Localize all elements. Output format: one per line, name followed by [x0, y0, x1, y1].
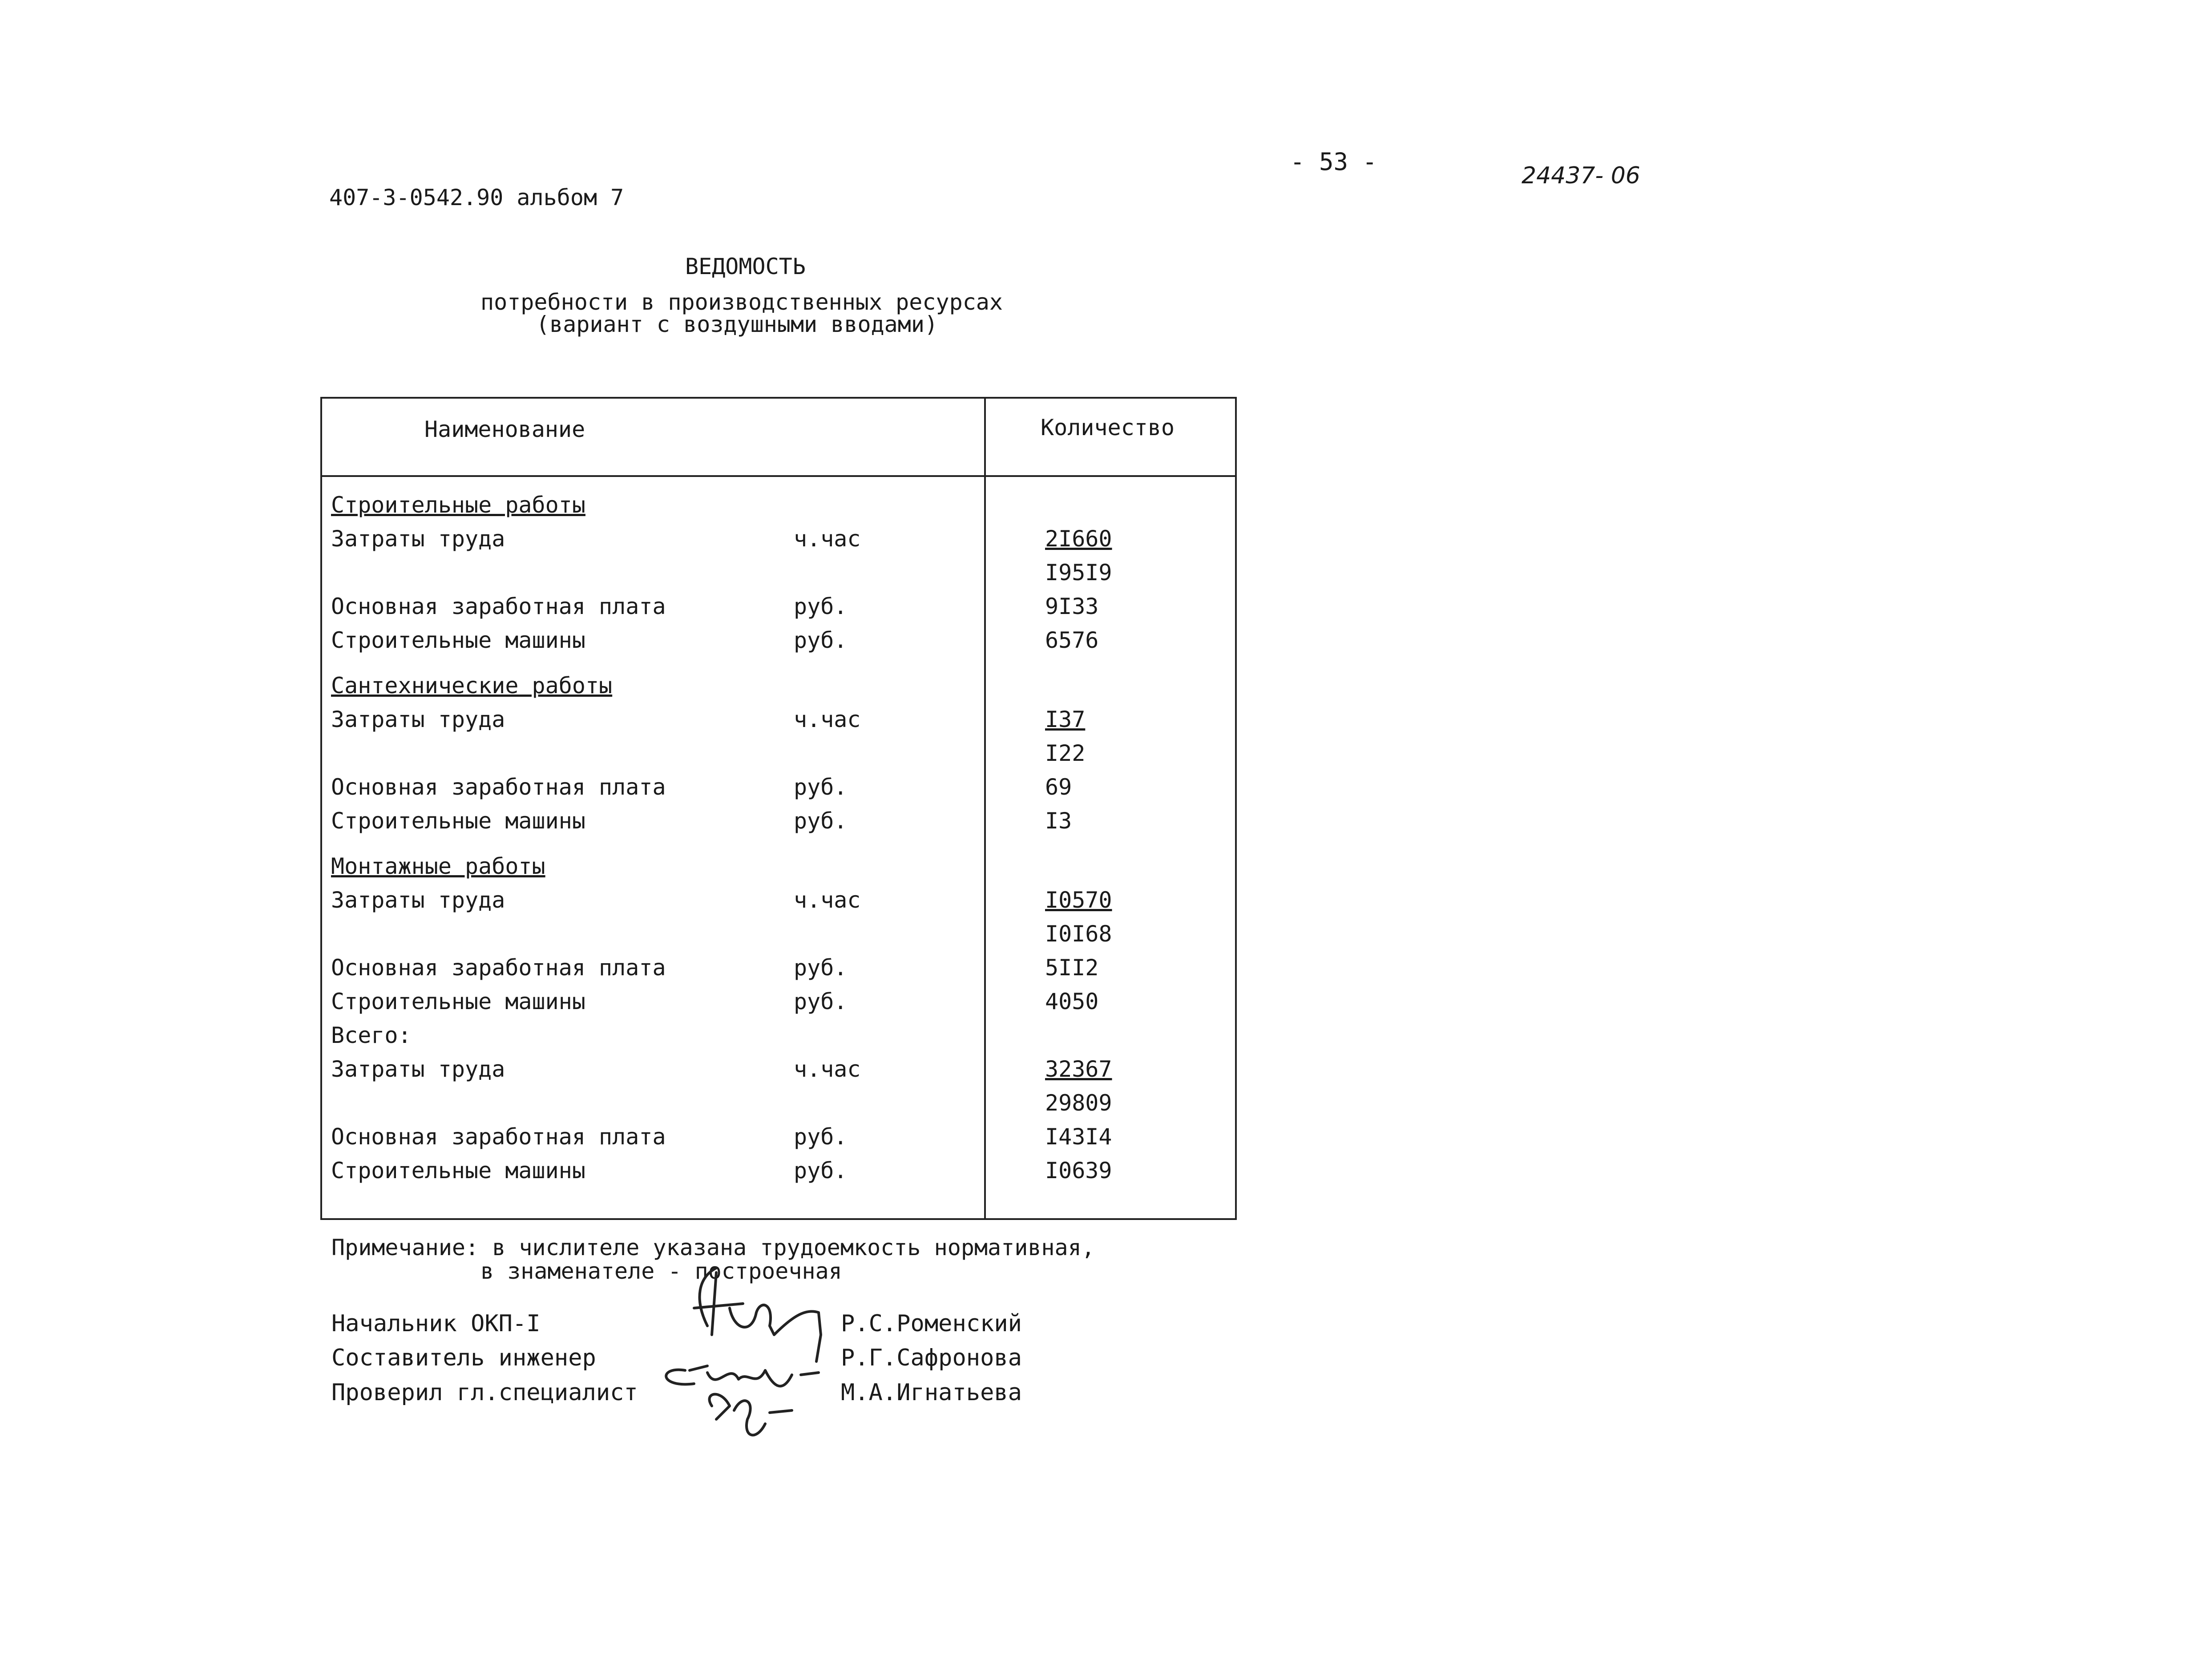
row-name: Строительные машины — [331, 808, 585, 834]
resources-table — [320, 397, 1237, 1220]
row-name: Строительные машины — [331, 627, 585, 653]
document-title: ВЕДОМОСТЬ — [685, 254, 806, 279]
row-unit: ч.час — [794, 887, 861, 913]
row-name: Основная заработная плата — [331, 1124, 666, 1150]
row-name: Строительные машины — [331, 1158, 585, 1183]
row-unit: руб. — [794, 627, 848, 653]
row-unit: руб. — [794, 1158, 848, 1183]
signature-role: Проверил гл.специалист — [331, 1379, 638, 1406]
section-title: Монтажные работы — [331, 853, 545, 879]
row-quantity: 32367 — [1045, 1056, 1112, 1082]
table-section-row — [322, 853, 1235, 887]
row-name: Затраты труда — [331, 1056, 505, 1082]
page-number: - 53 - — [1290, 148, 1377, 176]
row-quantity: I3 — [1045, 808, 1072, 834]
row-unit: руб. — [794, 808, 848, 834]
table-row — [322, 1056, 1235, 1090]
table-section-row — [322, 673, 1235, 707]
row-unit: ч.час — [794, 526, 861, 552]
table-row — [322, 774, 1235, 808]
table-row — [322, 740, 1235, 774]
signature-name: Р.С.Роменский — [841, 1310, 1022, 1337]
signature-name: Р.Г.Сафронова — [841, 1345, 1022, 1371]
document-subtitle: потребности в производственных ресурсах — [480, 289, 1003, 315]
table-row — [322, 627, 1235, 661]
document-code: 407-3-0542.90 альбом 7 — [329, 185, 624, 210]
document-subtitle-variant: (вариант с воздушными вводами) — [536, 311, 938, 337]
table-row — [322, 989, 1235, 1022]
row-unit: руб. — [794, 594, 848, 619]
table-section-row — [322, 492, 1235, 526]
handwritten-signatures — [641, 1259, 836, 1446]
row-unit: ч.час — [794, 1056, 861, 1082]
note-line-1: Примечание: в числителе указана трудоемкость нормативная, — [331, 1235, 1095, 1260]
table-row — [322, 1022, 1235, 1056]
row-name: Затраты труда — [331, 707, 505, 732]
table-row — [322, 887, 1235, 921]
row-quantity: I0570 — [1045, 887, 1112, 913]
row-name: Основная заработная плата — [331, 774, 666, 800]
row-quantity: 4050 — [1045, 989, 1099, 1014]
row-name: Всего: — [331, 1022, 412, 1048]
row-quantity: I95I9 — [1045, 560, 1112, 586]
signature-role: Начальник ОКП-I — [331, 1310, 541, 1337]
row-name: Основная заработная плата — [331, 594, 666, 619]
row-quantity: 6576 — [1045, 627, 1099, 653]
section-title: Сантехнические работы — [331, 673, 613, 699]
table-row — [322, 707, 1235, 740]
table-row — [322, 526, 1235, 560]
table-row — [322, 955, 1235, 989]
signature-name: М.А.Игнатьева — [841, 1379, 1022, 1406]
table-row — [322, 1124, 1235, 1158]
table-row — [322, 594, 1235, 627]
row-unit: ч.час — [794, 707, 861, 732]
table-row — [322, 921, 1235, 955]
column-header-name: Наименование — [424, 416, 585, 442]
table-row — [322, 1090, 1235, 1124]
header-divider — [322, 475, 1235, 477]
row-quantity: 29809 — [1045, 1090, 1112, 1116]
row-unit: руб. — [794, 1124, 848, 1150]
row-quantity: 69 — [1045, 774, 1072, 800]
row-quantity: I22 — [1045, 740, 1086, 766]
row-quantity: I43I4 — [1045, 1124, 1112, 1150]
note-line-2: в знаменателе - построечная — [480, 1258, 842, 1284]
row-unit: руб. — [794, 989, 848, 1014]
column-header-quantity: Количество — [1041, 415, 1175, 440]
table-row — [322, 1158, 1235, 1192]
row-name: Затраты труда — [331, 526, 505, 552]
row-unit: руб. — [794, 955, 848, 981]
row-quantity: 2I660 — [1045, 526, 1112, 552]
section-title: Строительные работы — [331, 492, 585, 518]
row-quantity: 5II2 — [1045, 955, 1099, 981]
row-quantity: I0I68 — [1045, 921, 1112, 947]
table-body — [322, 492, 1235, 1192]
signature-role: Составитель инженер — [331, 1345, 596, 1371]
row-quantity: 9I33 — [1045, 594, 1099, 619]
row-name: Основная заработная плата — [331, 955, 666, 981]
row-quantity: I37 — [1045, 707, 1086, 732]
row-quantity: I0639 — [1045, 1158, 1112, 1183]
table-row — [322, 560, 1235, 594]
row-name: Затраты труда — [331, 887, 505, 913]
row-unit: руб. — [794, 774, 848, 800]
stamp-number: 24437- 06 — [1522, 162, 1640, 189]
table-row — [322, 808, 1235, 842]
row-name: Строительные машины — [331, 989, 585, 1014]
